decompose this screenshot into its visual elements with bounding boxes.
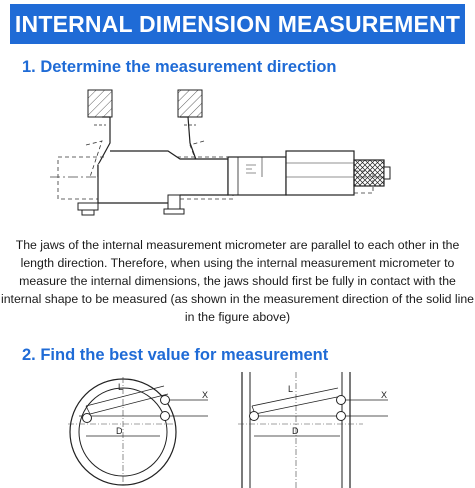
- contact-point-right: [161, 396, 170, 405]
- circular-bore-diagram: [68, 372, 218, 488]
- contact-point-left: [250, 412, 259, 421]
- length-label: L: [288, 384, 294, 394]
- micrometer-diagram: [50, 85, 395, 225]
- diameter-label: D: [292, 426, 299, 436]
- parallel-bore-diagram: [238, 372, 398, 488]
- section-heading-best-value: 2. Find the best value for measurement: [22, 346, 329, 364]
- contact-point-right: [337, 396, 346, 405]
- diameter-label: D: [116, 426, 123, 436]
- contact-point-lower-right: [337, 412, 346, 421]
- contact-point-lower-right: [161, 412, 170, 421]
- contact-point-left: [83, 414, 92, 423]
- workpiece: [88, 90, 202, 117]
- offset-label: X: [381, 390, 388, 400]
- measurement-length-line: [252, 388, 342, 414]
- section-heading-direction: 1. Determine the measurement direction: [22, 58, 337, 76]
- micrometer-body: [98, 151, 390, 203]
- description-paragraph: The jaws of the internal measurement micrometer are parallel to each other in the length direction. Therefore, when using the internal measurement micrometer to measure the internal dimensions, the jaws should first be fully in contact with the internal shape to be measured (as shown in the measurement direction of the solid line in the figure above): [0, 238, 475, 324]
- offset-label: X: [202, 390, 209, 400]
- page-title: INTERNAL DIMENSION MEASUREMENT: [14, 10, 461, 37]
- title-banner: [10, 4, 465, 44]
- length-label: L: [118, 382, 124, 392]
